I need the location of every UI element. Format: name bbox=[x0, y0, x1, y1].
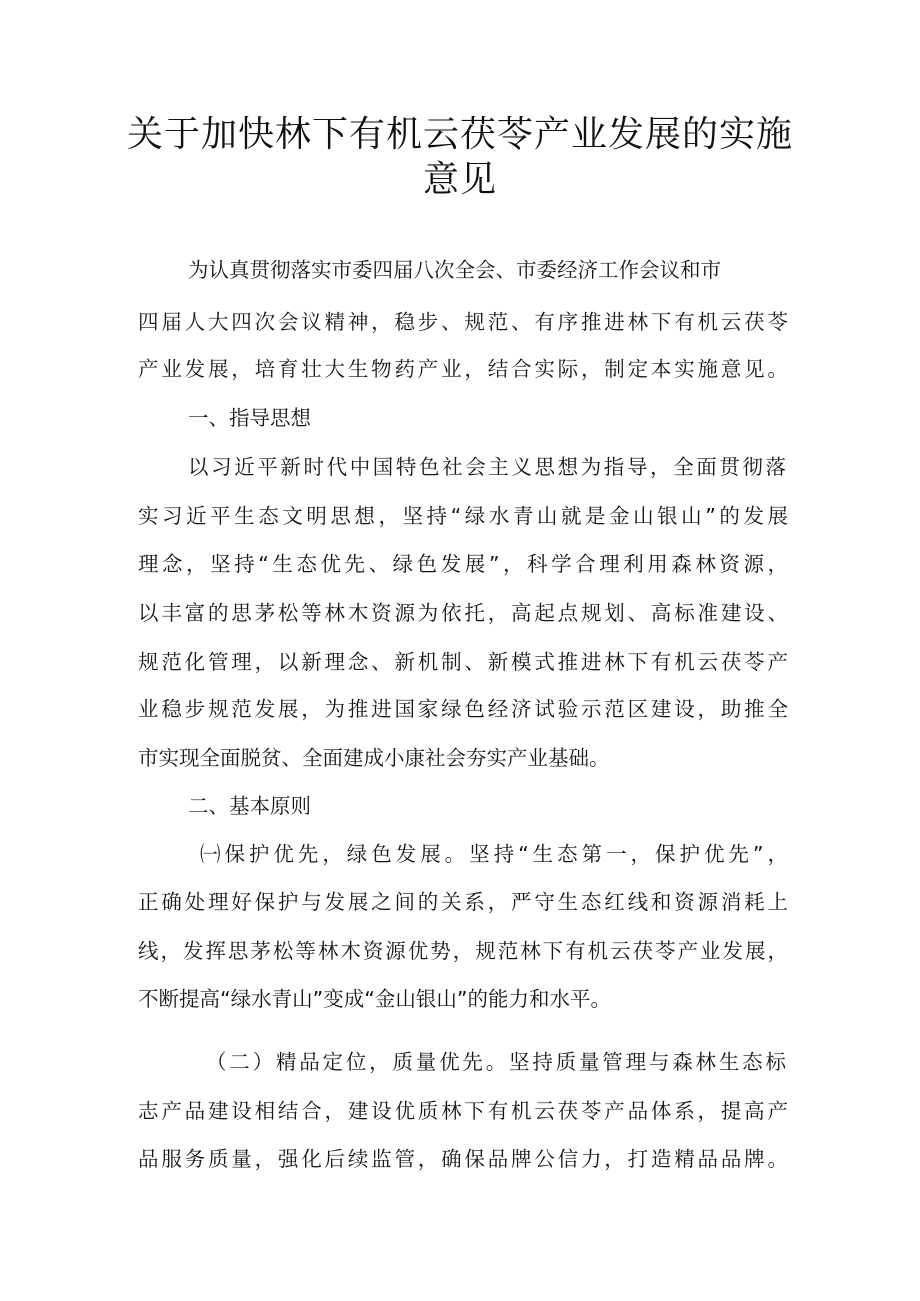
paragraph-line: ㈠保护优先，绿色发展。坚持“生态第一，保护优先”， bbox=[200, 842, 788, 866]
paragraph-line: （二）精品定位，质量优先。坚持质量管理与森林生态标 bbox=[206, 1050, 786, 1074]
paragraph-line: 以丰富的思茅松等林木资源为依托，高起点规划、高标准建设、 bbox=[138, 601, 788, 625]
paragraph-line: 品服务质量，强化后续监管，确保品牌公信力，打造精品品牌。 bbox=[138, 1147, 788, 1171]
paragraph-line: 为认真贯彻落实市委四届八次全会、市委经济工作会议和市 bbox=[188, 258, 721, 282]
document-title-line-1: 关于加快林下有机云茯苓产业发展的实施 bbox=[126, 114, 793, 155]
paragraph-line: 以习近平新时代中国特色社会主义思想为指导，全面贯彻落 bbox=[188, 455, 786, 479]
section-heading-basic-principles: 二、基本原则 bbox=[188, 794, 311, 818]
paragraph-line: 线，发挥思茅松等林木资源优势，规范林下有机云茯苓产业发展， bbox=[138, 939, 788, 963]
document-title-line-2: 意见 bbox=[422, 159, 497, 200]
paragraph-line: 规范化管理，以新理念、新机制、新模式推进林下有机云茯苓产 bbox=[138, 650, 788, 674]
paragraph-line: 产业发展，培育壮大生物药产业，结合实际，制定本实施意见。 bbox=[138, 357, 788, 381]
paragraph-line: 实习近平生态文明思想，坚持“绿水青山就是金山银山”的发展 bbox=[138, 504, 788, 528]
paragraph-line: 理念，坚持“生态优先、绿色发展”，科学合理利用森林资源， bbox=[138, 552, 788, 576]
paragraph-line: 市实现全面脱贫、全面建成小康社会夯实产业基础。 bbox=[138, 746, 610, 770]
paragraph-line: 志产品建设相结合，建设优质林下有机云茯苓产品体系，提高产 bbox=[138, 1099, 788, 1123]
paragraph-line: 业稳步规范发展，为推进国家绿色经济试验示范区建设，助推全 bbox=[138, 697, 788, 721]
paragraph-line: 不断提高“绿水青山”变成“金山银山”的能力和水平。 bbox=[138, 987, 611, 1011]
paragraph-line: 四届人大四次会议精神，稳步、规范、有序推进林下有机云茯苓 bbox=[138, 310, 788, 334]
section-heading-guiding-ideology: 一、指导思想 bbox=[188, 406, 311, 430]
paragraph-line: 正确处理好保护与发展之间的关系，严守生态红线和资源消耗上 bbox=[138, 890, 788, 914]
